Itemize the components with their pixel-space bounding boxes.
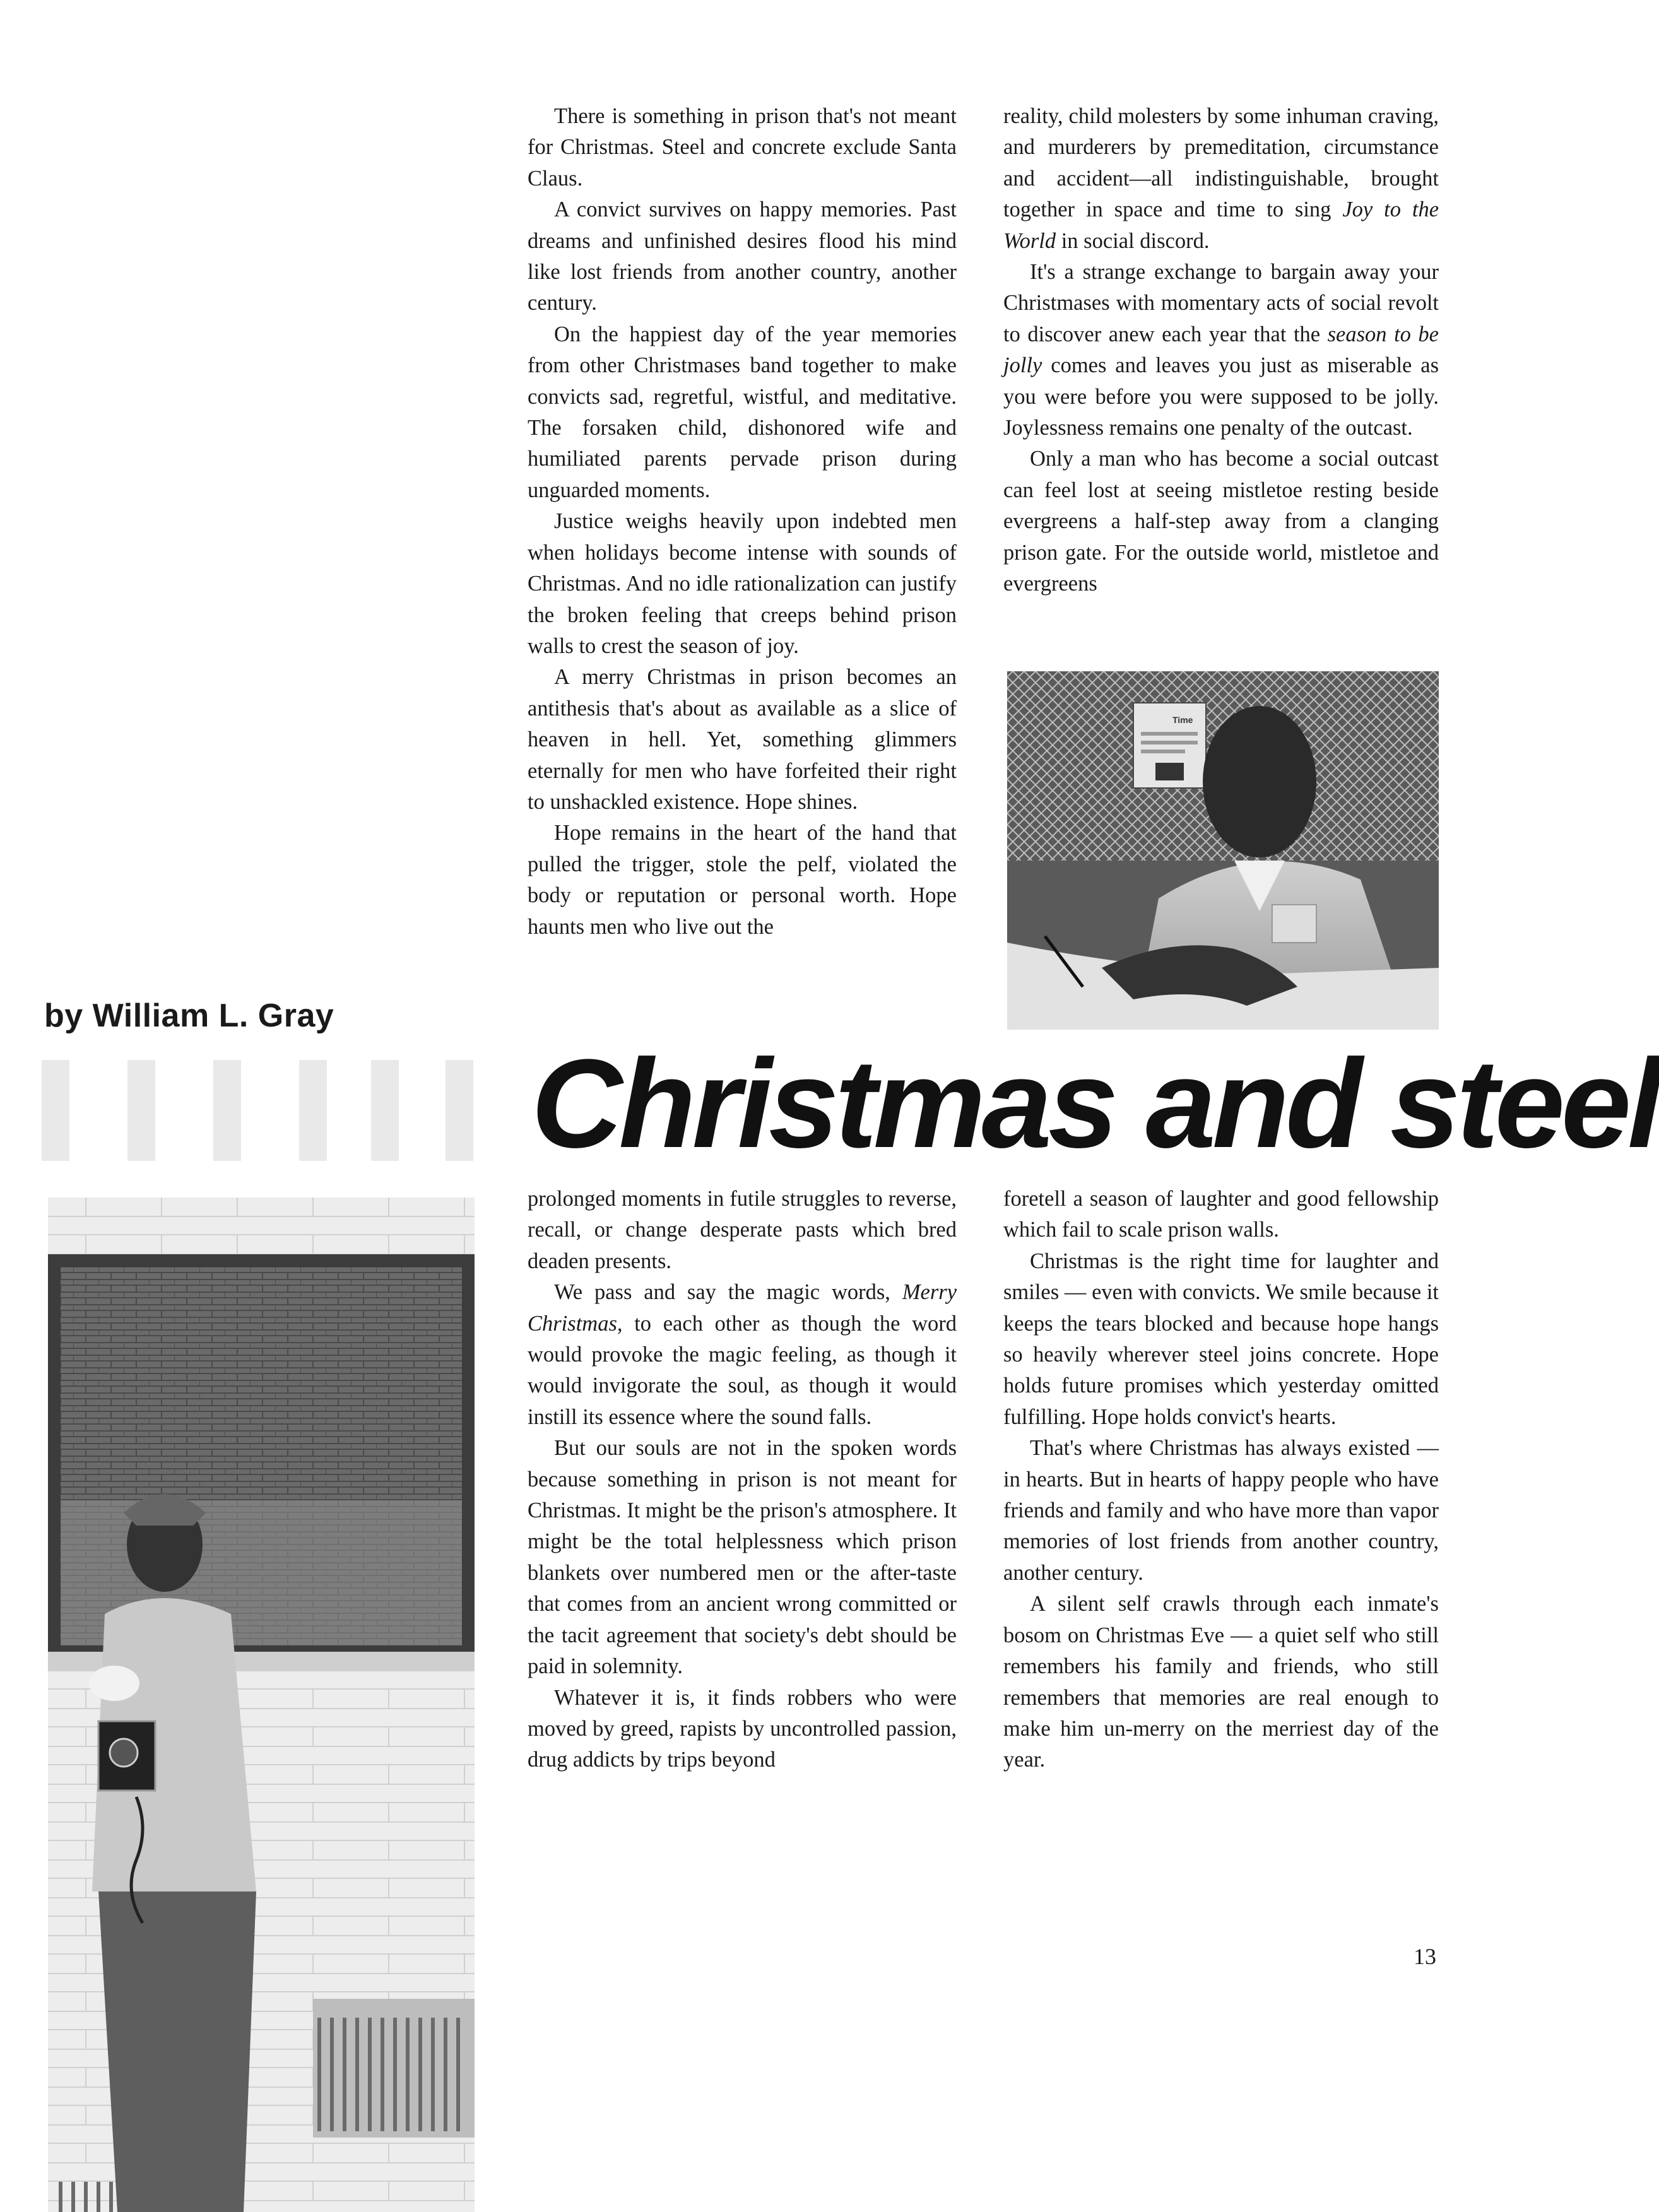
paragraph: There is something in prison that's not meant for Christmas. Steel and concrete exclude Santa Claus.: [528, 104, 957, 191]
paragraph: Whatever it is, it finds robbers who were moved by greed, rapists by uncontrolled passion, drug addicts by trips beyond: [528, 1685, 957, 1772]
text-column-2: [1003, 101, 1439, 600]
paragraph: Justice weighs heavily upon indebted men when holidays become intense with sounds of Christmas. And no idle rationalization can justify the broken feeling that creeps behind prison walls to crest the season of joy.: [528, 509, 957, 658]
paragraph: On the happiest day of the year memories from other Christmases band together to make convicts sad, regretful, wistful, and meditative. The forsaken child, dishonored wife and humiliated parents pervade prison during unguarded moments.: [528, 322, 957, 502]
paragraph: A silent self crawls through each inmate's bosom on Christmas Eve — a quiet self who still remembers his family and friends, who still remembers that memories are real enough to make him un-merry on the merriest day of the year.: [1003, 1592, 1439, 1772]
paragraph: A merry Christmas in prison becomes an antithesis that's about as available as a slice of heaven in hell. Yet, something glimmers eternally for men who have forfeited their right to unshackled existence. Hope shines.: [528, 665, 957, 814]
paragraph: Hope remains in the heart of the hand that pulled the trigger, stole the pelf, violated the body or reputation or personal worth. Hope haunts men who live out the: [528, 821, 957, 939]
convict-with-camera-photo: [48, 1197, 475, 2212]
article-headline: Christmas and steel: [531, 1033, 1659, 1174]
paragraph: Christmas is the right time for laughter and smiles — even with convicts. We smile because it keeps the tears blocked and because hope hangs so heavily wherever steel joins concrete. Hope holds future promises which yesterday omitted fulfilling. Hope holds convict's hearts.: [1003, 1249, 1439, 1429]
notice-sign-text: Time: [1172, 715, 1193, 725]
byline: by William L. Gray: [44, 997, 334, 1034]
decorative-stripes: [42, 1060, 483, 1161]
text-column-4: [1003, 1184, 1439, 1776]
paragraph: foretell a season of laughter and good fellowship which fail to scale prison walls.: [1003, 1187, 1439, 1242]
paragraph: That's where Christmas has always existed — in hearts. But in hearts of happy people who have friends and family and who have more than vapor memories of lost friends from another country, another century.: [1003, 1436, 1439, 1585]
convict-writing-photo: [1007, 671, 1439, 1030]
paragraph: prolonged moments in futile struggles to reverse, recall, or change desperate pasts which bred deaden presents.: [528, 1187, 957, 1273]
text-column-1: [528, 101, 957, 943]
paragraph: Only a man who has become a social outcast can feel lost at seeing mistletoe resting beside evergreens a half-step away from a clanging prison gate. For the outside world, mistletoe and evergreens: [1003, 447, 1439, 596]
paragraph: A convict survives on happy memories. Past dreams and unfinished desires flood his mind like lost friends from another country, another century.: [528, 197, 957, 315]
paragraph: reality, child molesters by some inhuman craving, and murderers by premeditation, circumstance and accident—all indistinguishable, brought together in space and time to sing Joy to the World in social discord.: [1003, 104, 1439, 253]
text-column-3: [528, 1184, 957, 1776]
paragraph: We pass and say the magic words, Merry Christmas, to each other as though the word would provoke the magic feeling, as though it would invigorate the soul, as though it would instill its essence where the sound falls.: [528, 1280, 957, 1429]
paragraph: It's a strange exchange to bargain away your Christmases with momentary acts of social revolt to discover anew each year that the season to be jolly comes and leaves you just as miserable as you were before you were supposed to be jolly. Joylessness remains one penalty of the outcast.: [1003, 260, 1439, 440]
paragraph: But our souls are not in the spoken words because something in prison is not meant for Christmas. It might be the prison's atmosphere. It might be the total helplessness which prison blankets over numbered men or the after-taste that comes from an ancient wrong committed or the tacit agreement that society's debt should be paid in solemnity.: [528, 1436, 957, 1679]
page-number: 13: [1414, 1944, 1436, 1969]
